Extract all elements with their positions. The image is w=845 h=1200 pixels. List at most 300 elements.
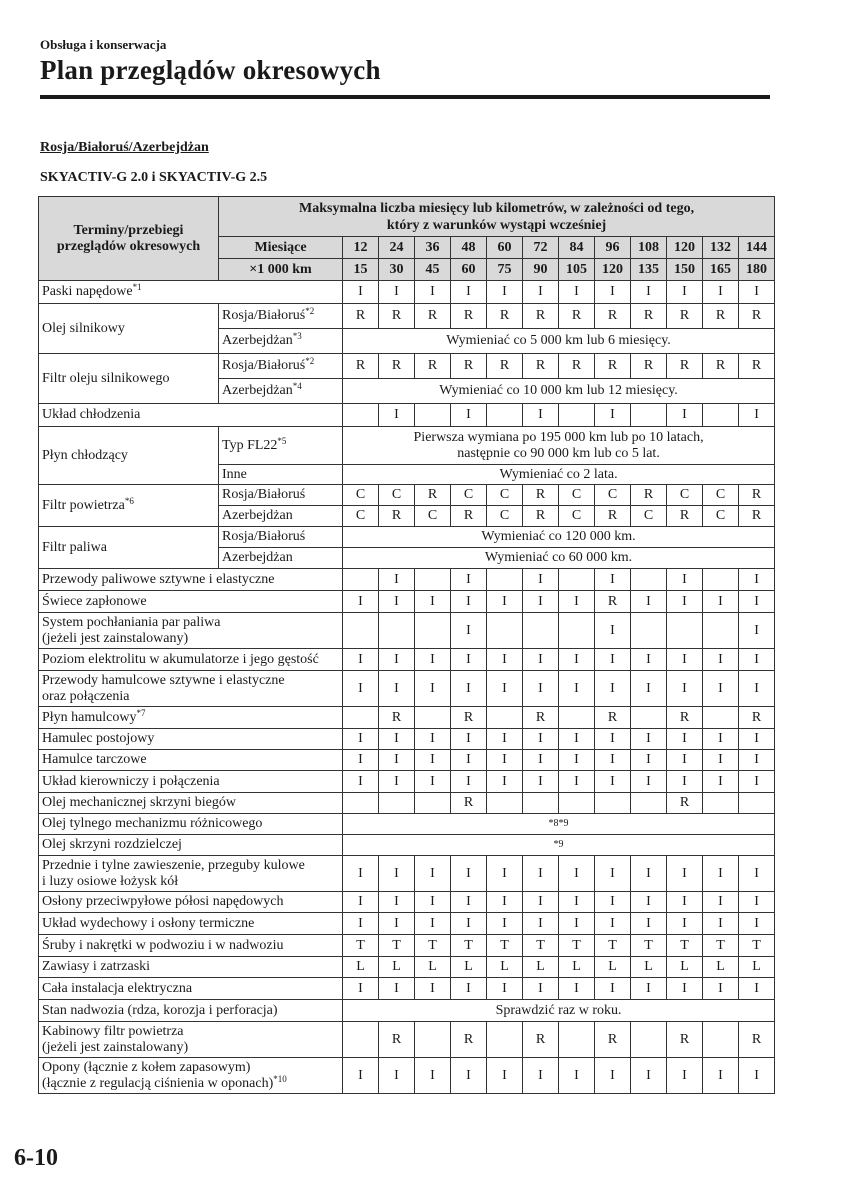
table-row [39, 913, 775, 935]
interval-cell: L [343, 957, 379, 978]
interval-cell: I [343, 771, 379, 793]
interval-cell: I [667, 771, 703, 793]
interval-cell: I [487, 750, 523, 771]
interval-cell: R [595, 354, 631, 379]
interval-cell: T [523, 935, 559, 957]
item-name-line: Układ wydechowy i osłony termiczne [42, 915, 255, 931]
interval-cell [487, 404, 523, 427]
interval-cell: I [487, 591, 523, 613]
interval-cell: I [559, 750, 595, 771]
table-row [39, 750, 775, 771]
item-name-line: Olej skrzyni rozdzielczej [42, 837, 182, 852]
item-name-line: Olej tylnego mechanizmu różnicowego [42, 816, 263, 831]
interval-cell: I [343, 856, 379, 892]
item-name-line: Olej silnikowy [42, 320, 125, 336]
max-interval-header [219, 197, 775, 237]
item-name [39, 935, 343, 957]
table-row [39, 793, 775, 814]
page-title: Plan przeglądów okresowych [40, 55, 381, 85]
interval-cell: R [523, 354, 559, 379]
interval-cell [559, 1022, 595, 1058]
interval-cell: I [379, 404, 415, 427]
interval-cell [739, 793, 775, 814]
interval-cell: I [487, 671, 523, 707]
interval-cell: R [451, 506, 487, 527]
interval-cell: I [487, 1058, 523, 1094]
interval-cell: I [631, 1058, 667, 1094]
interval-cell: I [703, 750, 739, 771]
interval-cell: I [703, 591, 739, 613]
item-name-line: Filtr paliwa [42, 539, 107, 555]
interval-cell: I [451, 750, 487, 771]
interval-cell: I [739, 569, 775, 591]
interval-cell: I [739, 750, 775, 771]
interval-cell: I [379, 569, 415, 591]
interval-cell: I [415, 913, 451, 935]
interval-cell [343, 404, 379, 427]
section-label: Obsługa i konserwacja [40, 37, 167, 52]
interval-cell: I [703, 892, 739, 913]
interval-cell: I [487, 771, 523, 793]
item-name [39, 913, 343, 935]
interval-cell: I [739, 404, 775, 427]
interval-cell: T [703, 935, 739, 957]
interval-cell: L [667, 957, 703, 978]
interval-cell: I [703, 281, 739, 304]
interval-cell: I [703, 729, 739, 750]
interval-cell [559, 707, 595, 729]
interval-cell: R [703, 304, 739, 329]
interval-cell: I [523, 649, 559, 671]
interval-cell: T [451, 935, 487, 957]
interval-cell: C [631, 506, 667, 527]
interval-cell: I [559, 913, 595, 935]
interval-cell: I [595, 771, 631, 793]
item-name-line: i luzy osiowe łożysk kół [42, 873, 179, 889]
region-heading: Rosja/Białoruś/Azerbejdżan [40, 140, 209, 155]
interval-cell: C [703, 485, 739, 506]
item-name-line: Poziom elektrolitu w akumulatorze i jego gęstość [42, 651, 319, 667]
interval-cell: I [523, 569, 559, 591]
item-name [39, 750, 343, 771]
item-name [39, 485, 219, 527]
interval-cell: R [667, 1022, 703, 1058]
interval-cell: R [595, 707, 631, 729]
interval-cell: I [379, 913, 415, 935]
interval-cell: T [487, 935, 523, 957]
interval-cell: I [451, 771, 487, 793]
interval-cell: R [451, 793, 487, 814]
interval-cell [631, 707, 667, 729]
interval-cell: I [667, 913, 703, 935]
interval-note [343, 527, 775, 548]
interval-cell: I [739, 613, 775, 649]
interval-cell: I [667, 281, 703, 304]
km-header-cell: 165 [703, 259, 739, 281]
interval-cell: R [523, 1022, 559, 1058]
interval-cell: I [559, 1058, 595, 1094]
interval-cell: R [379, 506, 415, 527]
interval-note-line: Wymieniać co 5 000 km lub 6 miesięcy. [446, 333, 671, 348]
footnote-ref: *1 [132, 282, 142, 292]
interval-cell [487, 569, 523, 591]
interval-cell: C [487, 485, 523, 506]
item-name-line: Hamulce tarczowe [42, 752, 147, 767]
interval-cell: L [559, 957, 595, 978]
table-row [39, 613, 775, 649]
item-name [39, 591, 343, 613]
engine-heading: SKYACTIV-G 2.0 i SKYACTIV-G 2.5 [40, 170, 268, 185]
interval-cell: T [559, 935, 595, 957]
interval-cell: R [451, 1022, 487, 1058]
table-row [39, 707, 775, 729]
item-name [39, 527, 219, 569]
interval-cell: R [451, 304, 487, 329]
interval-cell [415, 404, 451, 427]
interval-cell: I [415, 978, 451, 1000]
interval-cell: I [379, 892, 415, 913]
item-name [39, 856, 343, 892]
interval-cell: I [631, 892, 667, 913]
interval-cell [487, 613, 523, 649]
interval-cell: T [739, 935, 775, 957]
interval-cell: I [559, 771, 595, 793]
table-row [39, 404, 775, 427]
interval-cell: R [631, 354, 667, 379]
item-name-line: Hamulec postojowy [42, 731, 155, 746]
interval-cell: I [631, 591, 667, 613]
interval-cell: R [451, 354, 487, 379]
interval-note-line: następnie co 90 000 km lub co 5 lat. [457, 445, 660, 461]
interval-cell: T [595, 935, 631, 957]
interval-cell: T [343, 935, 379, 957]
item-name-line: Śruby i nakrętki w podwoziu i w nadwoziu [42, 937, 284, 953]
interval-cell: I [523, 856, 559, 892]
interval-cell: R [667, 304, 703, 329]
interval-cell: I [739, 671, 775, 707]
interval-cell: I [631, 978, 667, 1000]
interval-cell [487, 1022, 523, 1058]
months-header-cell: 108 [631, 237, 667, 259]
interval-cell: I [451, 591, 487, 613]
interval-cell: C [487, 506, 523, 527]
interval-cell [523, 793, 559, 814]
item-name [39, 427, 219, 485]
interval-cell: I [595, 750, 631, 771]
km-header-cell: 90 [523, 259, 559, 281]
table-row [39, 957, 775, 978]
item-name-line: Filtr powietrza$^{*6}$ [42, 495, 134, 513]
table-row [39, 892, 775, 913]
interval-note [343, 379, 775, 404]
interval-cell: I [523, 671, 559, 707]
interval-cell: C [559, 485, 595, 506]
months-header-cell: 120 [667, 237, 703, 259]
interval-cell: L [451, 957, 487, 978]
interval-cell: I [595, 569, 631, 591]
interval-cell: R [379, 354, 415, 379]
interval-note [343, 427, 775, 465]
months-header-cell: 72 [523, 237, 559, 259]
interval-cell [343, 613, 379, 649]
interval-cell: I [667, 649, 703, 671]
interval-cell: I [379, 771, 415, 793]
footnote-ref: *3 [292, 331, 302, 341]
interval-cell: T [415, 935, 451, 957]
interval-cell: I [523, 1058, 559, 1094]
footnote-ref: *2 [305, 306, 315, 316]
item-variant: Azerbejdżan [219, 548, 343, 569]
months-header-cell: 96 [595, 237, 631, 259]
interval-cell: I [523, 404, 559, 427]
interval-cell: I [667, 892, 703, 913]
interval-cell: R [415, 304, 451, 329]
interval-cell: I [415, 1058, 451, 1094]
months-header-cell: 12 [343, 237, 379, 259]
interval-cell: L [379, 957, 415, 978]
table-row [39, 978, 775, 1000]
interval-cell: I [487, 729, 523, 750]
interval-cell: I [595, 649, 631, 671]
interval-cell: I [523, 729, 559, 750]
interval-cell: R [379, 304, 415, 329]
interval-cell: I [631, 913, 667, 935]
interval-cell: R [667, 793, 703, 814]
interval-cell: I [595, 856, 631, 892]
item-name-line: (jeżeli jest zainstalowany) [42, 1039, 189, 1055]
item-variant: Typ FL22$^{*5}$ [219, 427, 343, 465]
interval-cell: R [523, 506, 559, 527]
interval-cell: I [559, 671, 595, 707]
item-name-line: Filtr oleju silnikowego [42, 370, 170, 386]
interval-cell: I [523, 771, 559, 793]
interval-cell [343, 1022, 379, 1058]
interval-cell: R [487, 354, 523, 379]
interval-cell: L [631, 957, 667, 978]
interval-cell: I [595, 978, 631, 1000]
interval-cell: R [451, 707, 487, 729]
item-name [39, 729, 343, 750]
interval-cell: C [703, 506, 739, 527]
interval-cell [415, 707, 451, 729]
interval-cell: I [343, 978, 379, 1000]
maintenance-schedule-table [38, 196, 775, 1094]
interval-cell: C [559, 506, 595, 527]
table-row [39, 1000, 775, 1022]
interval-cell [379, 793, 415, 814]
interval-cell: I [631, 649, 667, 671]
item-name [39, 304, 219, 354]
interval-cell: R [667, 506, 703, 527]
interval-cell: I [343, 750, 379, 771]
interval-cell: I [343, 649, 379, 671]
interval-cell: I [379, 649, 415, 671]
interval-cell: I [559, 978, 595, 1000]
item-name [39, 354, 219, 404]
interval-cell: I [739, 856, 775, 892]
footnote-ref: *2 [305, 356, 315, 366]
interval-cell: I [559, 591, 595, 613]
interval-cell: I [523, 750, 559, 771]
interval-cell [703, 569, 739, 591]
interval-cell: I [415, 591, 451, 613]
item-name-line: Kabinowy filtr powietrza [42, 1023, 184, 1039]
interval-cell: I [739, 649, 775, 671]
interval-cell: I [523, 913, 559, 935]
interval-cell: T [631, 935, 667, 957]
interval-cell: I [451, 1058, 487, 1094]
interval-cell [667, 613, 703, 649]
item-variant: Azerbejdżan [219, 506, 343, 527]
max-interval-line1: Maksymalna liczba miesięcy lub kilometrów, w zależności od tego, [299, 200, 695, 216]
item-name [39, 1022, 343, 1058]
interval-note [343, 465, 775, 485]
item-name-line: Płyn chłodzący [42, 447, 128, 463]
table-row [39, 771, 775, 793]
interval-cell: R [595, 591, 631, 613]
item-variant: Rosja/Białoruś [219, 527, 343, 548]
table-row [39, 527, 775, 548]
interval-cell: I [703, 649, 739, 671]
interval-cell [631, 404, 667, 427]
interval-cell [415, 613, 451, 649]
interval-cell: I [379, 591, 415, 613]
interval-cell [487, 707, 523, 729]
interval-cell: C [595, 485, 631, 506]
interval-cell: I [739, 978, 775, 1000]
interval-note [343, 548, 775, 569]
interval-cell: I [739, 591, 775, 613]
interval-cell: I [595, 613, 631, 649]
interval-cell: I [523, 892, 559, 913]
item-name [39, 892, 343, 913]
interval-cell: I [739, 281, 775, 304]
interval-cell: I [343, 281, 379, 304]
footnote-ref-cell: *8*9 [343, 814, 775, 835]
interval-cell: L [523, 957, 559, 978]
interval-cell: I [415, 892, 451, 913]
interval-cell: I [667, 404, 703, 427]
interval-cell [631, 1022, 667, 1058]
interval-cell: I [487, 281, 523, 304]
interval-cell: R [343, 354, 379, 379]
interval-cell: I [343, 913, 379, 935]
interval-cell: I [487, 913, 523, 935]
item-name-line: Stan nadwozia (rdza, korozja i perforacja) [42, 1002, 278, 1018]
interval-cell: I [559, 856, 595, 892]
interval-cell: I [487, 978, 523, 1000]
months-label: Miesiące [219, 237, 343, 259]
interval-cell: I [631, 671, 667, 707]
interval-cell: C [451, 485, 487, 506]
table-row [39, 814, 775, 835]
interval-cell: C [667, 485, 703, 506]
interval-cell: I [739, 913, 775, 935]
item-name [39, 814, 343, 835]
interval-cell: T [667, 935, 703, 957]
item-name-line: System pochłaniania par paliwa [42, 614, 221, 630]
table-row [39, 354, 775, 379]
item-name-line: Układ chłodzenia [42, 407, 141, 422]
interval-cell: I [415, 856, 451, 892]
interval-cell: C [415, 506, 451, 527]
interval-note-line: Sprawdzić raz w roku. [495, 1002, 622, 1018]
km-header-cell: 30 [379, 259, 415, 281]
table-row [39, 671, 775, 707]
interval-cell: I [595, 671, 631, 707]
interval-cell: I [379, 750, 415, 771]
interval-cell: I [451, 729, 487, 750]
item-name [39, 649, 343, 671]
interval-cell: I [415, 649, 451, 671]
interval-note-line: Wymieniać co 10 000 km lub 12 miesięcy. [439, 383, 678, 398]
footnote-ref: *5 [277, 435, 287, 446]
interval-cell: T [379, 935, 415, 957]
interval-cell [703, 404, 739, 427]
interval-cell: C [379, 485, 415, 506]
interval-cell: I [379, 671, 415, 707]
interval-cell: I [703, 771, 739, 793]
interval-cell: R [631, 485, 667, 506]
interval-note-line: Pierwsza wymiana po 195 000 km lub po 10 latach, [413, 429, 704, 445]
interval-cell: R [667, 707, 703, 729]
interval-cell [415, 1022, 451, 1058]
interval-cell [415, 793, 451, 814]
interval-cell: I [415, 729, 451, 750]
table-row [39, 591, 775, 613]
interval-cell: C [343, 485, 379, 506]
interval-cell: R [739, 506, 775, 527]
km-header-cell: 180 [739, 259, 775, 281]
interval-cell: R [739, 707, 775, 729]
interval-cell: I [451, 856, 487, 892]
interval-cell [703, 613, 739, 649]
table-row [39, 935, 775, 957]
interval-cell [559, 404, 595, 427]
interval-cell: I [595, 913, 631, 935]
table-row [39, 649, 775, 671]
interval-cell: I [523, 978, 559, 1000]
max-interval-line2: który z warunków wystąpi wcześniej [386, 217, 607, 233]
interval-cell: I [451, 978, 487, 1000]
interval-cell: L [415, 957, 451, 978]
interval-cell: I [595, 404, 631, 427]
interval-cell: I [703, 1058, 739, 1094]
interval-cell: R [343, 304, 379, 329]
interval-cell: R [595, 304, 631, 329]
interval-cell: I [667, 978, 703, 1000]
interval-cell: R [487, 304, 523, 329]
interval-cell: I [559, 892, 595, 913]
interval-cell: I [667, 591, 703, 613]
footnote-ref: *10 [273, 1073, 287, 1084]
interval-cell: I [595, 281, 631, 304]
interval-cell: I [343, 892, 379, 913]
item-variant: Rosja/Białoruś [219, 485, 343, 506]
item-variant: Rosja/Białoruś$^{*2}$ [219, 354, 343, 379]
table-corner-header: Terminy/przebiegi przeglądów okresowych [39, 197, 219, 281]
interval-cell: R [415, 354, 451, 379]
interval-cell: I [739, 729, 775, 750]
interval-cell: R [631, 304, 667, 329]
interval-cell: I [487, 649, 523, 671]
interval-cell [703, 707, 739, 729]
interval-note-line: Wymieniać co 120 000 km. [481, 529, 636, 544]
item-name-line: Przednie i tylne zawieszenie, przeguby kulowe [42, 857, 305, 873]
interval-cell: I [631, 281, 667, 304]
title-divider [40, 95, 770, 99]
interval-cell: I [343, 591, 379, 613]
